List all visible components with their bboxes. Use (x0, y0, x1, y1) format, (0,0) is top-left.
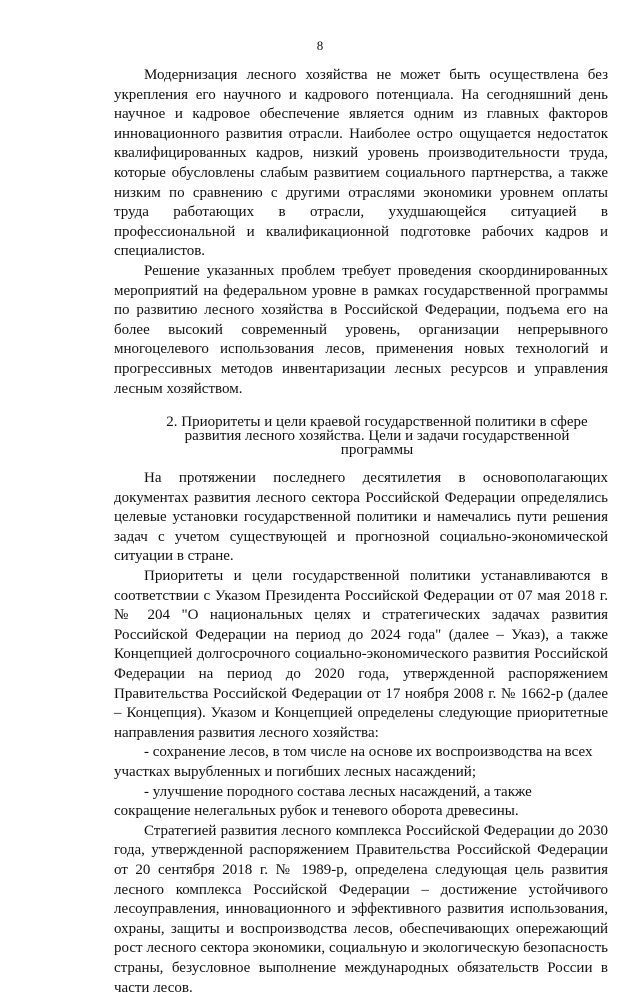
list-item-species-improvement: - улучшение породного состава лесных насаждений, а также сокращение нелегальных рубок и теневого оборота древесины. (114, 783, 532, 820)
section-spacer (114, 399, 608, 415)
paragraph-priorities: Приоритеты и цели государственной политики устанавливаются в соответствии с Указом Президента Российской Федерации от 07 мая 2018 г. № 204 "О национальных целях и стратегических задачах развития Российской Федерации на период до 2024 года" (далее – Указ), а также Концепцией долгосрочного социально-экономического развития Российской Федерации на период до 2020 года, утвержденной распоряжением Правительства Российской Федерации от 17 ноября 2008 г. № 1662-р (далее – Концепция). Указом и Концепцией определены следующие приоритетные направления развития лесного хозяйства: (114, 568, 608, 741)
list-item-forest-preservation: - сохранение лесов, в том числе на основе их воспроизводства на всех участках вырубленных и погибших лесных насаждений; (114, 744, 593, 780)
section-heading: 2. Приоритеты и цели краевой государственной политики в сфере развития лесного хозяйства. Цели и задачи государственной программы (166, 414, 588, 459)
heading-gap (114, 457, 608, 469)
paragraph-strategy: Стратегией развития лесного комплекса Российской Федерации до 2030 года, утвержденной распоряжением Правительства Российской Федерации от 20 сентября 2018 г. № 1989-р, определена следующая цель развития лесного комплекса Российской Федерации – достижение устойчивого лесоуправления, инновационного и эффективного развития использования, охраны, защиты и воспроизводства лесов, обеспечивающих опережающий рост лесного сектора экономики, социальную и экологическую безопасность страны, безусловное выполнение международных обязательств России в части лесов. (114, 822, 608, 996)
page-number: 8 (316, 38, 324, 53)
paragraph-solution: Решение указанных проблем требует проведения скоординированных мероприятий на федеральном уровне в рамках государственной программы по развитию лесного хозяйства в Российской Федерации, подъема его на более высокий современный уровень, организации непрерывного многоцелевого использования лесов, применения новых технологий и прогрессивных методов инвентаризации лесных ресурсов и управления лесным хозяйством. (114, 262, 608, 397)
paragraph-decade: На протяжении последнего десятилетия в основополагающих документах развития лесного сектора Российской Федерации определялись целевые установки государственной политики и намечались пути решения задач с учетом существующей и прогнозной социально-экономической ситуации в стране. (114, 470, 608, 565)
paragraph-modernization: Модернизация лесного хозяйства не может быть осуществлена без укрепления его научного и кадрового потенциала. На сегодняшний день научное и кадровое обеспечение является одним из главных факторов инновационного развития отрасли. Наиболее остро ощущается недостаток квалифицированных кадров, низкий уровень производительности труда, которые обусловлены слабым развитием социального партнерства, а также низким по сравнению с другими отраслями экономики уровнем оплаты труда работающих в отрасли, ухудшающейся ситуацией в профессиональной и квалификационной подготовке рабочих кадров и специалистов. (114, 67, 608, 260)
document-body (114, 66, 608, 998)
